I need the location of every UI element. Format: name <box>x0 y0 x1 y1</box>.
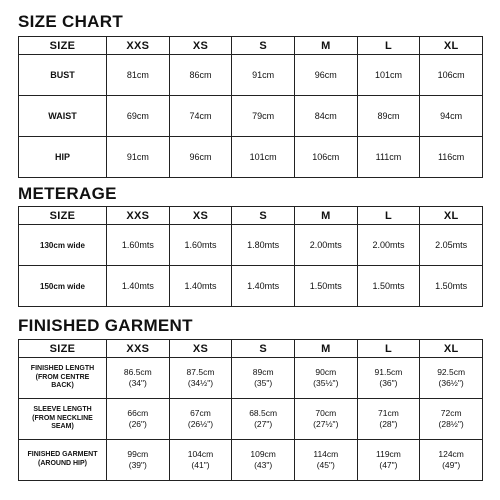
garment-row <box>19 440 483 481</box>
garment-size-s: S <box>232 340 295 358</box>
size-chart-value: 84cm <box>294 96 357 137</box>
garment-row-label-line: BACK) <box>51 382 74 390</box>
garment-value <box>169 358 232 399</box>
meterage-value: 1.50mts <box>294 266 357 307</box>
size-chart-size-xl: XL <box>420 37 483 55</box>
garment-row-label-line: (FROM CENTRE <box>35 373 90 381</box>
garment-value-cm: 104cm <box>187 448 214 459</box>
garment-value-inch: (26") <box>128 419 147 429</box>
garment-row-label <box>19 399 107 440</box>
garment-value-inch: (41") <box>191 460 210 470</box>
garment-value-inch: (27") <box>254 419 273 429</box>
garment-value <box>232 440 295 481</box>
garment-row <box>19 358 483 399</box>
size-chart-table <box>18 36 483 178</box>
garment-row-label-line: SLEEVE LENGTH <box>33 405 92 413</box>
garment-value-inch: (34") <box>128 378 147 388</box>
size-chart-value: 69cm <box>107 96 170 137</box>
garment-row-label-line: (AROUND HIP) <box>38 460 87 467</box>
garment-row-label <box>19 440 107 481</box>
garment-value <box>357 358 420 399</box>
size-chart-value: 116cm <box>420 137 483 178</box>
size-chart-value: 91cm <box>107 137 170 178</box>
meterage-value: 2.00mts <box>294 225 357 266</box>
garment-value <box>107 358 170 399</box>
garment-row-label-line: SEAM) <box>51 423 74 431</box>
garment-value-cm: 91.5cm <box>374 366 403 377</box>
meterage-value: 2.05mts <box>420 225 483 266</box>
size-chart-value: 101cm <box>232 137 295 178</box>
garment-value-cm: 86.5cm <box>123 366 152 377</box>
meterage-header-row <box>19 207 483 225</box>
garment-value-cm: 109cm <box>250 448 276 459</box>
meterage-size-header: SIZE <box>19 207 107 225</box>
garment-value-inch: (36") <box>379 378 398 388</box>
garment-value-cm: 124cm <box>438 448 464 459</box>
meterage-row-label: 150cm wide <box>19 266 107 307</box>
meterage-size-xxs: XXS <box>107 207 170 225</box>
garment-value-inch: (35") <box>254 378 273 388</box>
garment-value-inch: (45") <box>316 460 335 470</box>
garment-value <box>420 440 483 481</box>
garment-value-cm: 119cm <box>376 448 401 459</box>
garment-value-inch: (28½") <box>438 419 464 429</box>
garment-value-cm: 87.5cm <box>186 366 215 377</box>
garment-value <box>169 440 232 481</box>
size-chart-size-xs: XS <box>169 37 232 55</box>
size-chart-row <box>19 137 483 178</box>
garment-value <box>169 399 232 440</box>
garment-row-label-line: (FROM NECKLINE <box>32 414 93 422</box>
garment-value <box>294 440 357 481</box>
size-chart-value: 89cm <box>357 96 420 137</box>
size-chart-value: 96cm <box>294 55 357 96</box>
garment-value-inch: (49") <box>442 460 461 470</box>
garment-value-inch: (27½") <box>313 419 339 429</box>
garment-row <box>19 399 483 440</box>
garment-value-cm: 70cm <box>315 407 337 418</box>
garment-value-inch: (34½") <box>187 378 214 388</box>
meterage-row <box>19 266 483 307</box>
size-chart-value: 91cm <box>232 55 295 96</box>
meterage-value: 1.50mts <box>420 266 483 307</box>
garment-value <box>420 399 483 440</box>
garment-value-cm: 71cm <box>378 407 399 418</box>
size-chart-value: 94cm <box>420 96 483 137</box>
size-chart-size-s: S <box>232 37 295 55</box>
meterage-title: METERAGE <box>18 184 117 203</box>
size-chart-row <box>19 55 483 96</box>
garment-value-inch: (36½") <box>438 378 464 388</box>
garment-value-inch: (28") <box>379 419 398 429</box>
size-chart-value: 79cm <box>232 96 295 137</box>
meterage-value: 1.50mts <box>357 266 420 307</box>
garment-value-inch: (39") <box>128 460 147 470</box>
meterage-row <box>19 225 483 266</box>
garment-value-inch: (47") <box>379 460 398 470</box>
garment-value-inch: (26½") <box>187 419 214 429</box>
garment-value-cm: 89cm <box>252 366 274 377</box>
garment-size-m: M <box>294 340 357 358</box>
meterage-value: 1.60mts <box>169 225 232 266</box>
garment-size-xs: XS <box>169 340 232 358</box>
size-chart-value: 106cm <box>294 137 357 178</box>
meterage-value: 1.40mts <box>107 266 170 307</box>
size-chart-value: 81cm <box>107 55 170 96</box>
meterage-value: 1.40mts <box>232 266 295 307</box>
garment-value-cm: 90cm <box>315 366 337 377</box>
size-chart-title: SIZE CHART <box>18 12 123 31</box>
size-chart-row <box>19 96 483 137</box>
garment-value-cm: 92.5cm <box>437 366 466 377</box>
garment-value-inch: (35½") <box>313 378 339 388</box>
size-chart-value: 106cm <box>420 55 483 96</box>
garment-value-cm: 72cm <box>440 407 462 418</box>
garment-row-label <box>19 358 107 399</box>
size-chart-value: 96cm <box>169 137 232 178</box>
meterage-table <box>18 206 483 307</box>
garment-header-row <box>19 340 483 358</box>
meterage-value: 1.80mts <box>232 225 295 266</box>
size-chart-row-label: HIP <box>19 137 107 178</box>
garment-value <box>357 440 420 481</box>
garment-value-cm: 99cm <box>127 448 149 459</box>
garment-value-cm: 114cm <box>313 448 339 459</box>
garment-value <box>232 399 295 440</box>
size-chart-value: 111cm <box>357 137 420 178</box>
meterage-value: 2.00mts <box>357 225 420 266</box>
garment-value <box>294 358 357 399</box>
garment-row-label-line: FINISHED GARMENT <box>27 451 98 459</box>
size-chart-row-label: BUST <box>19 55 107 96</box>
meterage-size-l: L <box>357 207 420 225</box>
size-chart-size-m: M <box>294 37 357 55</box>
garment-value <box>107 399 170 440</box>
size-chart-size-xxs: XXS <box>107 37 170 55</box>
finished-garment-table <box>18 339 483 481</box>
garment-size-header: SIZE <box>19 340 107 358</box>
garment-value <box>107 440 170 481</box>
garment-value <box>420 358 483 399</box>
size-chart-value: 101cm <box>357 55 420 96</box>
garment-value-cm: 66cm <box>127 407 149 418</box>
meterage-row-label: 130cm wide <box>19 225 107 266</box>
garment-value <box>357 399 420 440</box>
size-chart-header-row <box>19 37 483 55</box>
meterage-size-xl: XL <box>420 207 483 225</box>
garment-value <box>232 358 295 399</box>
garment-size-xxs: XXS <box>107 340 170 358</box>
meterage-size-m: M <box>294 207 357 225</box>
meterage-size-s: S <box>232 207 295 225</box>
garment-row-label-line: FINISHED LENGTH <box>30 364 95 372</box>
finished-garment-title: FINISHED GARMENT <box>18 316 193 335</box>
meterage-size-xs: XS <box>169 207 232 225</box>
size-chart-row-label: WAIST <box>19 96 107 137</box>
meterage-value: 1.60mts <box>107 225 170 266</box>
meterage-value: 1.40mts <box>169 266 232 307</box>
size-chart-value: 86cm <box>169 55 232 96</box>
garment-size-xl: XL <box>420 340 483 358</box>
size-chart-size-header: SIZE <box>19 37 107 55</box>
garment-size-l: L <box>357 340 420 358</box>
size-chart-value: 74cm <box>169 96 232 137</box>
garment-value-inch: (43") <box>254 460 273 470</box>
garment-value <box>294 399 357 440</box>
garment-value-cm: 68.5cm <box>249 407 278 418</box>
size-chart-size-l: L <box>357 37 420 55</box>
garment-value-cm: 67cm <box>190 407 211 418</box>
